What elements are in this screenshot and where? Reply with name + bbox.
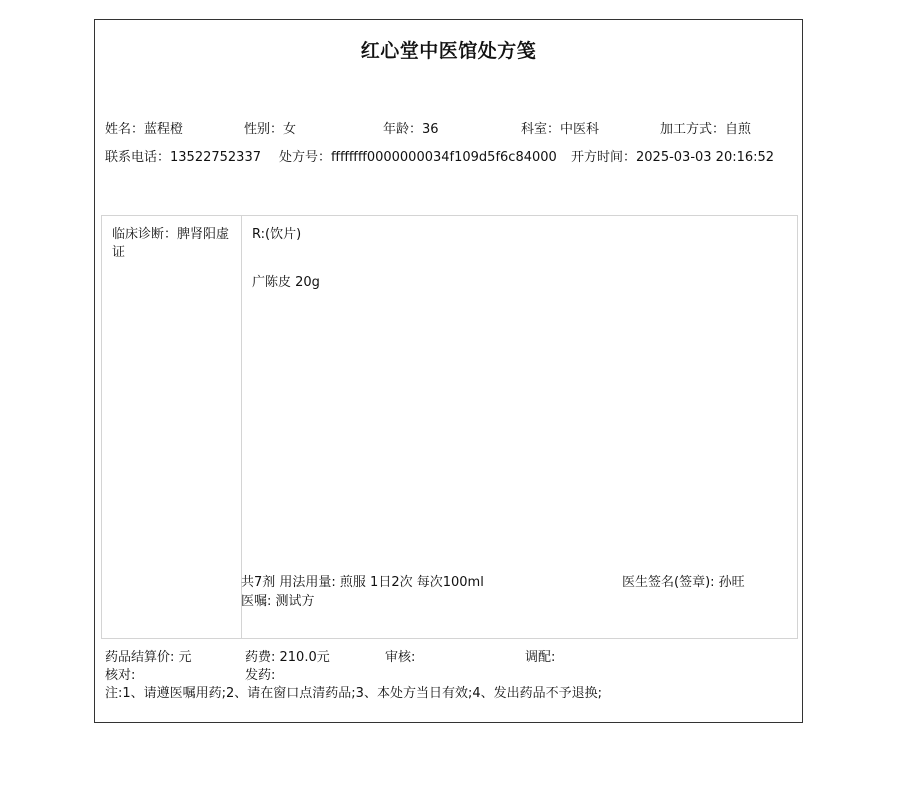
patient-info-row xyxy=(105,121,792,139)
clinical-diagnosis: 临床诊断：脾肾阳虚证 xyxy=(112,227,230,260)
rx-header: R:(饮片) xyxy=(252,227,302,242)
processing-method: 加工方式：自煎 xyxy=(660,122,752,137)
patient-phone: 联系电话：13522752337 xyxy=(105,150,261,165)
footer-row-check xyxy=(105,667,792,684)
drug-fee: 药费: 210.0元 xyxy=(245,650,330,665)
doctor-signature: 医生签名(签章): 孙旺 xyxy=(622,575,745,590)
patient-department: 科室：中医科 xyxy=(521,122,600,137)
patient-age: 年龄：36 xyxy=(383,122,439,137)
page-title: 红心堂中医馆处方笺 xyxy=(360,40,537,62)
contact-info-row xyxy=(105,149,792,167)
doctor-advice: 医嘱: 测试方 xyxy=(241,594,315,609)
prepare-field: 调配: xyxy=(525,650,556,665)
prescription-box xyxy=(101,215,798,639)
patient-gender: 性别：女 xyxy=(244,122,297,137)
usage-dosage: 共7剂 用法用量: 煎服 1日2次 每次100ml xyxy=(241,575,484,590)
patient-name: 姓名：蓝程橙 xyxy=(105,122,184,137)
footer-notes: 注:1、请遵医嘱用药;2、请在窗口点清药品;3、本处方当日有效;4、发出药品不予退换; xyxy=(105,686,602,701)
check-field: 核对: xyxy=(105,668,136,683)
prescription-sheet xyxy=(94,19,803,723)
issue-time: 开方时间：2025-03-03 20:16:52 xyxy=(571,150,775,165)
review-field: 审核: xyxy=(385,650,416,665)
prescription-number: 处方号：ffffffff0000000034f109d5f6c84000 xyxy=(279,150,557,165)
dispense-field: 发药: xyxy=(245,668,276,683)
settlement-price: 药品结算价: 元 xyxy=(105,650,192,665)
footer-row-fees xyxy=(105,649,792,666)
diagnosis-column xyxy=(102,216,242,638)
medicine-item: 广陈皮 20g xyxy=(252,275,320,290)
